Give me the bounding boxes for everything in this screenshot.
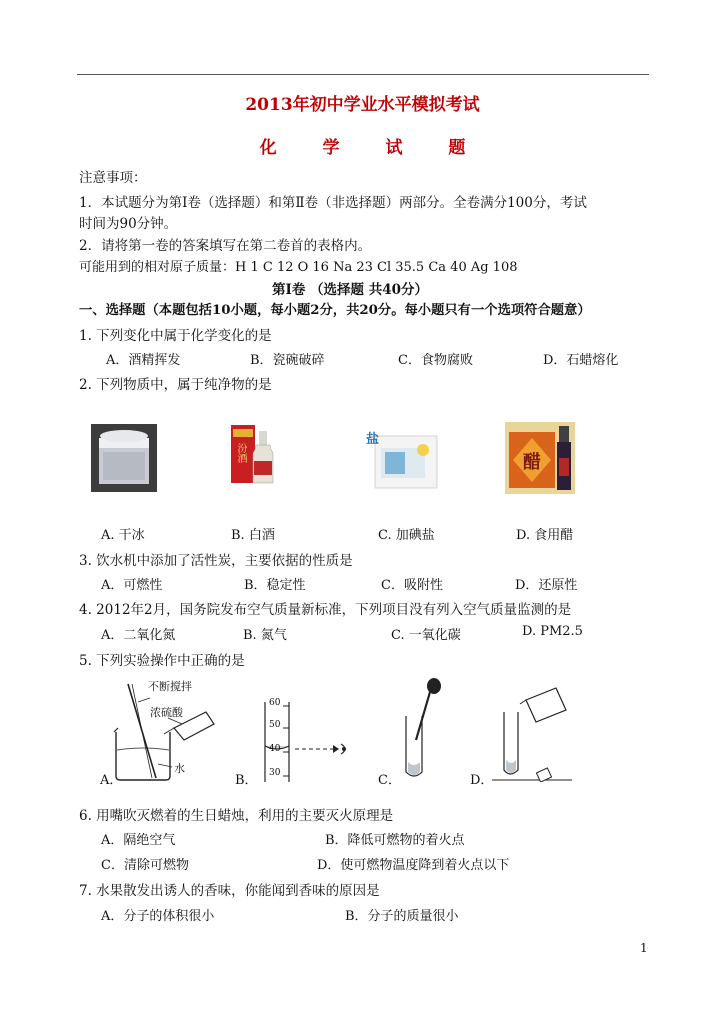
q1-option-a: A．酒精挥发: [106, 353, 181, 368]
q5-option-c: C．: [378, 773, 401, 788]
q3-option-d: D．还原性: [515, 578, 578, 593]
dry-ice-image: [91, 424, 157, 492]
q6-stem: 6. 用嘴吹灭燃着的生日蜡烛，利用的主要灭火原理是: [79, 808, 394, 824]
q5-option-a: A．: [100, 773, 123, 788]
tick-50: 50: [269, 720, 281, 730]
label-concentrated-acid: 浓硫酸: [150, 706, 183, 719]
q6-option-d: D．使可燃物温度降到着火点以下: [317, 858, 510, 873]
diagram-reading-cylinder: [255, 698, 355, 782]
q1-stem: 1. 下列变化中属于化学变化的是: [79, 328, 272, 344]
part-heading: 一、选择题（本题包括10小题，每小题2分，共20分。每小题只有一个选项符合题意）: [79, 303, 591, 318]
tick-30: 30: [269, 768, 281, 778]
q2-option-c: C. 加碘盐: [378, 528, 435, 543]
q2-option-b: B. 白酒: [231, 528, 275, 543]
q3-option-b: B．稳定性: [244, 578, 306, 593]
label-water: 水: [174, 762, 185, 775]
q4-option-c: C. 一氧化碳: [391, 628, 461, 643]
note-1-line-2: 时间为90分钟。: [79, 216, 178, 232]
top-rule: [77, 74, 649, 75]
exam-title: 2013年初中学业水平模拟考试: [245, 95, 480, 115]
q2-option-d: D. 食用醋: [516, 528, 574, 543]
q1-option-c: C．食物腐败: [398, 353, 473, 368]
q6-option-a: A．隔绝空气: [101, 833, 176, 848]
diagram-dropper-into-tube: [396, 676, 452, 782]
q1-option-b: B．瓷碗破碎: [250, 353, 325, 368]
tick-40: 40: [269, 744, 281, 754]
q7-option-b: B．分子的质量很小: [345, 909, 459, 924]
q5-stem: 5. 下列实验操作中正确的是: [79, 653, 245, 669]
liquor-label: 汾酒: [235, 443, 246, 463]
subject-title: 化 学 试 题: [259, 138, 486, 158]
iodized-salt-image: [363, 428, 445, 494]
q1-option-d: D．石蜡熔化: [543, 353, 619, 368]
notes-heading: 注意事项：: [79, 170, 147, 186]
q4-option-d: D. PM2.5: [522, 624, 583, 639]
q7-option-a: A．分子的体积很小: [101, 909, 215, 924]
q4-stem: 4. 2012年2月，国务院发布空气质量新标准，下列项目没有列入空气质量监测的是: [79, 602, 572, 618]
vinegar-image: [505, 422, 575, 494]
vinegar-label: 醋: [523, 452, 541, 473]
q6-option-b: B．降低可燃物的着火点: [325, 833, 465, 848]
salt-label: 盐: [366, 432, 380, 447]
atomic-mass-line: 可能用到的相对原子质量：H 1 C 12 O 16 Na 23 Cl 35.5 Ca 40 Ag 108: [79, 260, 518, 275]
q4-option-b: B. 氮气: [243, 628, 287, 643]
volume-heading: 第Ⅰ卷 （选择题 共40分）: [272, 282, 429, 298]
q2-stem: 2. 下列物质中，属于纯净物的是: [79, 377, 272, 393]
note-2: 2．请将第一卷的答案填写在第二卷首的表格内。: [79, 238, 372, 254]
q5-option-d: D．: [470, 773, 494, 788]
diagram-pouring-liquid: [490, 686, 572, 782]
page-number: 1: [640, 941, 648, 955]
q7-stem: 7. 水果散发出诱人的香味，你能闻到香味的原因是: [79, 883, 380, 899]
diagram-diluting-acid: [110, 678, 220, 782]
q5-option-b: B．: [235, 773, 258, 788]
note-1-line-1: 1．本试题分为第Ⅰ卷（选择题）和第Ⅱ卷（非选择题）两部分。全卷满分100分，考试: [79, 195, 587, 211]
tick-60: 60: [269, 698, 281, 708]
q3-option-c: C．吸附性: [381, 578, 443, 593]
label-keep-stirring: 不断搅拌: [148, 680, 192, 693]
liquor-image: [229, 421, 275, 487]
q3-option-a: A．可燃性: [101, 578, 163, 593]
q6-option-c: C．清除可燃物: [101, 858, 189, 873]
q3-stem: 3. 饮水机中添加了活性炭，主要依据的性质是: [79, 553, 353, 569]
q2-option-a: A. 干冰: [101, 528, 145, 543]
q4-option-a: A．二氧化氮: [101, 628, 176, 643]
